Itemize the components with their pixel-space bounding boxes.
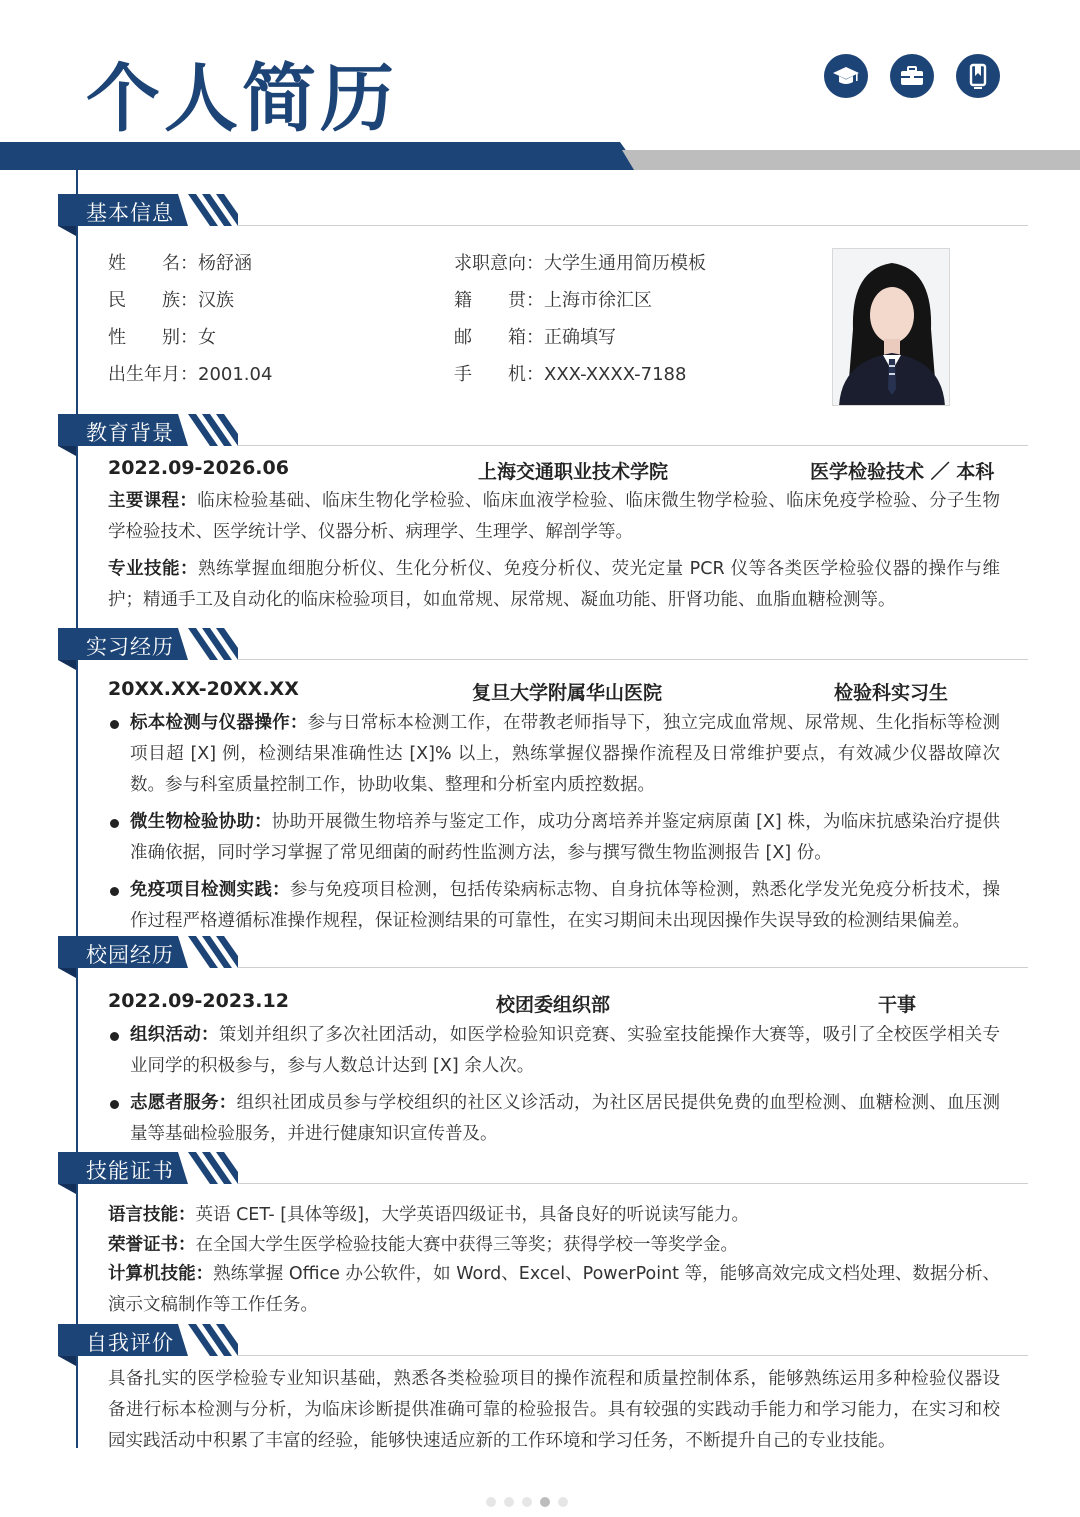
page-dot[interactable] (522, 1497, 532, 1507)
stripe-decoration (186, 628, 238, 660)
list-item: 志愿者服务：组织社团成员参与学校组织的社区义诊活动，为社区居民提供免费的血型检测、血糖检测、血压测量等基础检验服务，并进行健康知识宣传普及。 (108, 1088, 1000, 1150)
section-education (58, 414, 1028, 446)
ethnic-row: 民 族：汉族 (108, 290, 234, 311)
header-icons (824, 54, 1000, 98)
intern-period: 20XX.XX-20XX.XX (108, 678, 299, 700)
name-value: 杨舒涵 (198, 253, 252, 274)
skill-computer: 计算机技能：熟练掌握 Office 办公软件，如 Word、Excel、PowerPoint 等，能够高效完成文档处理、数据分析、演示文稿制作等工作任务。 (108, 1264, 1001, 1315)
timeline-line (76, 170, 78, 1448)
bookmark-icon (956, 54, 1000, 98)
section-title: 校园经历 (86, 943, 174, 967)
stripe-decoration (186, 1152, 238, 1184)
list-item: 组织活动：策划并组织了多次社团活动，如医学检验知识竞赛、实验室技能操作大赛等，吸引了全校医学相关专业同学的积极参与，参与人数总计达到 [X] 余人次。 (108, 1020, 1000, 1082)
header-band-gray (622, 150, 1080, 170)
page-title: 个人简历 (86, 56, 398, 142)
briefcase-icon (890, 54, 934, 98)
edu-period: 2022.09-2026.06 (108, 457, 289, 479)
section-title: 自我评价 (86, 1331, 174, 1355)
stripe-decoration (186, 1324, 238, 1356)
origin-row: 籍 贯：上海市徐汇区 (454, 290, 652, 311)
intern-role: 检验科实习生 (834, 682, 949, 704)
name-row: 姓 名：杨舒涵 (108, 253, 252, 274)
email-row: 邮 箱：正确填写 (454, 327, 616, 348)
campus-org: 校团委组织部 (496, 994, 611, 1016)
intent-row: 求职意向：大学生通用简历模板 (454, 253, 706, 274)
section-internship (58, 628, 1028, 660)
edu-skills: 专业技能：熟练掌握血细胞分析仪、生化分析仪、免疫分析仪、荧光定量 PCR 仪等各类医学检验仪器的操作与维护；精通手工及自动化的临床检验项目，如血常规、尿常规、凝血功能、肝肾功能、血脂血糖检测等。 (108, 559, 1001, 610)
page-dot-active[interactable] (540, 1497, 550, 1507)
edu-school: 上海交通职业技术学院 (478, 461, 669, 483)
page-dot[interactable] (486, 1497, 496, 1507)
campus-period: 2022.09-2023.12 (108, 990, 289, 1012)
list-item: 标本检测与仪器操作：参与日常标本检测工作，在带教老师指导下，独立完成血常规、尿常规、生化指标等检测项目超 [X] 例，检测结果准确性达 [X]% 以上，熟练掌握仪器操作流程及日常维护要点，有效减少仪器故障次数。参与科室质量控制工作，协助收集、整理和分析室内质控数据。 (108, 708, 1000, 801)
page-dot[interactable] (504, 1497, 514, 1507)
phone-row: 手 机：XXX-XXXX-7188 (454, 364, 687, 385)
page-indicator[interactable] (486, 1497, 568, 1507)
section-title: 教育背景 (86, 421, 174, 445)
skill-honors: 荣誉证书：在全国大学生医学检验技能大赛中获得三等奖；获得学校一等奖学金。 (108, 1235, 738, 1255)
header-band-blue (0, 142, 640, 170)
section-basic-info (58, 194, 1028, 226)
self-eval-text: 具备扎实的医学检验专业知识基础，熟悉各类检验项目的操作流程和质量控制体系，能够熟练运用多种检验仪器设备进行标本检测与分析，为临床诊断提供准确可靠的检验报告。具有较强的实践动手能力和学习能力，在实习和校园实践活动中积累了丰富的经验，能够快速适应新的工作环境和学习任务，不断提升自己的专业技能。 (108, 1369, 1000, 1451)
section-title: 实习经历 (86, 635, 174, 659)
birth-row: 出生年月：2001.04 (108, 364, 273, 385)
section-self-eval (58, 1324, 1028, 1356)
skill-language: 语言技能：英语 CET- [具体等级]，大学英语四级证书，具备良好的听说读写能力。 (108, 1205, 749, 1225)
intern-org: 复旦大学附属华山医院 (472, 682, 663, 704)
graduation-cap-icon (824, 54, 868, 98)
section-campus (58, 936, 1028, 968)
section-title: 基本信息 (86, 201, 174, 225)
list-item: 免疫项目检测实践：参与免疫项目检测，包括传染病标志物、自身抗体等检测，熟悉化学发光免疫分析技术，操作过程严格遵循标准操作规程，保证检测结果的可靠性，在实习期间未出现因操作失误导致的检测结果偏差。 (108, 875, 1000, 937)
list-item: 微生物检验协助：协助开展微生物培养与鉴定工作，成功分离培养并鉴定病原菌 [X] 株，为临床抗感染治疗提供准确依据，同时学习掌握了常见细菌的耐药性监测方法，参与撰写微生物监测报告 [X] 份。 (108, 807, 1000, 869)
edu-courses: 主要课程：临床检验基础、临床生物化学检验、临床血液学检验、临床微生物学检验、临床免疫学检验、分子生物学检验技术、医学统计学、仪器分析、病理学、生理学、解剖学等。 (108, 491, 1000, 542)
stripe-decoration (186, 414, 238, 446)
edu-major: 医学检验技术 ／ 本科 (810, 461, 995, 483)
campus-role: 干事 (878, 994, 917, 1016)
stripe-decoration (186, 936, 238, 968)
page-dot[interactable] (558, 1497, 568, 1507)
stripe-decoration (186, 194, 238, 226)
profile-photo (832, 248, 950, 406)
section-skills (58, 1152, 1028, 1184)
section-title: 技能证书 (86, 1159, 174, 1183)
gender-row: 性 别：女 (108, 327, 216, 348)
